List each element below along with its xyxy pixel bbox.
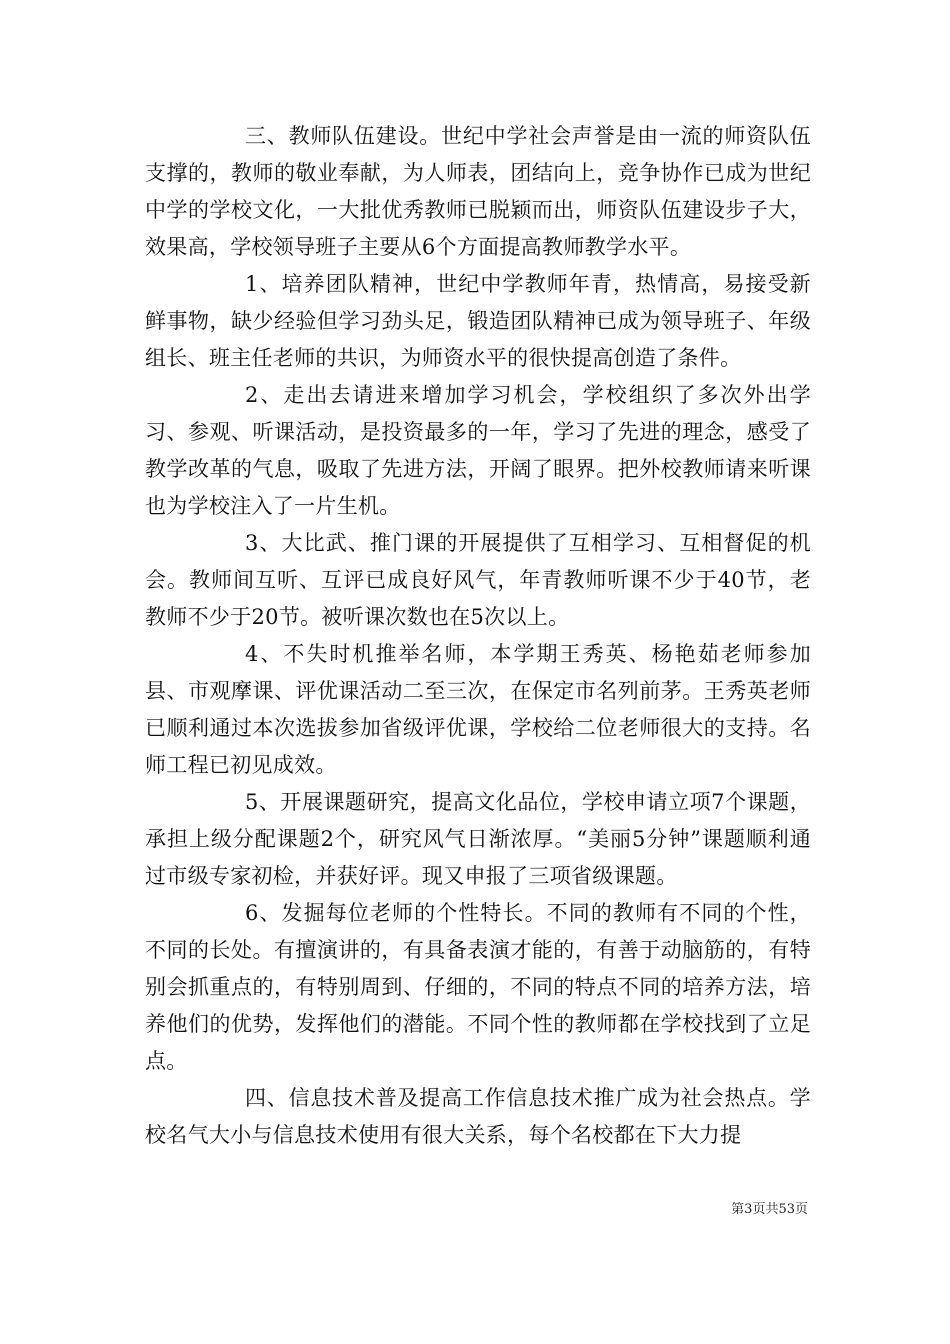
page-number-footer: 第3页共53页	[731, 1202, 808, 1217]
paragraph-item-2-learning-opportunities: 2、走出去请进来增加学习机会，学校组织了多次外出学习、参观、听课活动，是投资最多的一年，学习了先进的理念，感受了教学改革的气息，吸取了先进方法，开阔了眼界。把外校教师请来听课也为学校注入了一片生机。	[145, 383, 811, 518]
paragraph-information-technology: 四、信息技术普及提高工作信息技术推广成为社会热点。学校名气大小与信息技术使用有很大关系，每个名校都在下大力提	[145, 1086, 811, 1147]
paragraph-item-4-famous-teachers: 4、不失时机推举名师，本学期王秀英、杨艳茹老师参加县、市观摩课、评优课活动二至三次，在保定市名列前茅。王秀英老师已顺利通过本次选拔参加省级评优课，学校给二位老师很大的支持。名师工程已初见成效。	[145, 642, 811, 777]
paragraph-item-6-individual-strengths: 6、发掘每位老师的个性特长。不同的教师有不同的个性，不同的长处。有擅演讲的，有具备表演才能的，有善于动脑筋的，有特别会抓重点的，有特别周到、仔细的，不同的特点不同的培养方法，培养他们的优势，发挥他们的潜能。不同个性的教师都在学校找到了立足点。	[145, 901, 811, 1073]
document-body	[145, 118, 811, 1154]
paragraph-item-3-open-classes: 3、大比武、推门课的开展提供了互相学习、互相督促的机会。教师间互听、互评已成良好风气，年青教师听课不少于40节，老教师不少于20节。被听课次数也在5次以上。	[145, 531, 811, 629]
paragraph-item-5-research-projects: 5、开展课题研究，提高文化品位，学校申请立项7个课题，承担上级分配课题2个，研究风气日渐浓厚。“美丽5分钟”课题顺利通过市级专家初检，并获好评。现又申报了三项省级课题。	[145, 790, 811, 888]
paragraph-teacher-team-building: 三、教师队伍建设。世纪中学社会声誉是由一流的师资队伍支撑的，教师的敬业奉献，为人师表，团结向上，竞争协作已成为世纪中学的学校文化，一大批优秀教师已脱颖而出，师资队伍建设步子大，效果高，学校领导班子主要从6个方面提高教师教学水平。	[145, 124, 811, 259]
paragraph-item-1-team-spirit: 1、培养团队精神，世纪中学教师年青，热情高，易接受新鲜事物，缺少经验但学习劲头足，锻造团队精神已成为领导班子、年级组长、班主任老师的共识，为师资水平的很快提高创造了条件。	[145, 272, 811, 370]
